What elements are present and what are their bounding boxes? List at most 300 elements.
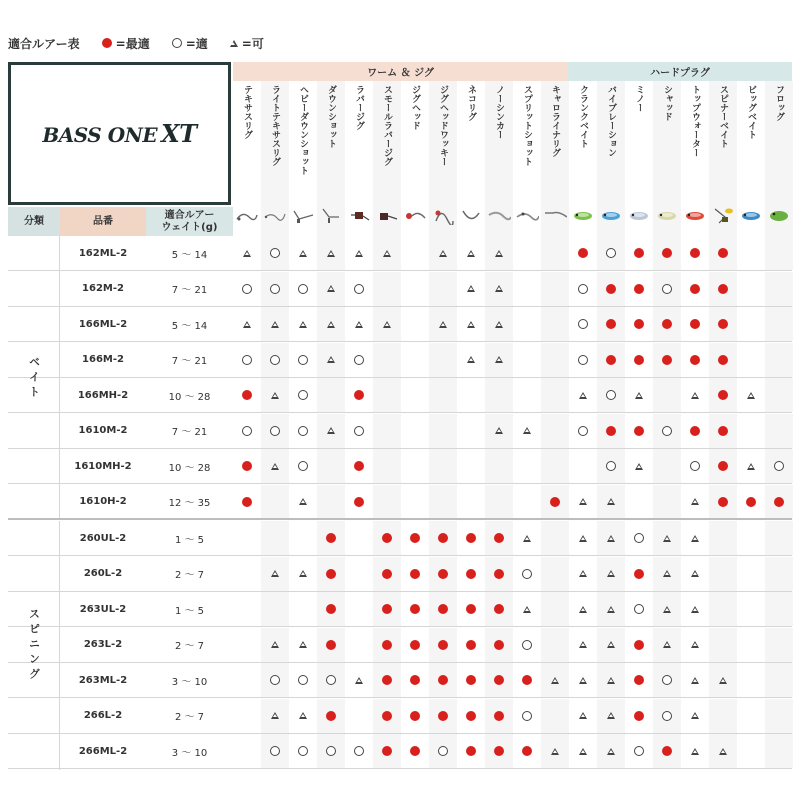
good-mark-icon [172, 38, 182, 48]
suitability-cell [345, 307, 373, 341]
suitability-cell [709, 414, 737, 448]
good-mark-icon [438, 746, 448, 756]
suitability-cell [345, 272, 373, 306]
spinnerbait-icon [711, 205, 735, 225]
lure-column-header [233, 81, 261, 236]
table-row [8, 734, 792, 769]
suitability-cell [457, 449, 485, 483]
best-mark-icon [242, 461, 252, 471]
suitability-cell [513, 592, 541, 626]
suitability-cell [513, 236, 541, 270]
suitability-cell [233, 272, 261, 306]
lure-name: ジグヘッドワッキー [438, 85, 448, 166]
table-row [8, 378, 792, 413]
best-mark-icon [690, 248, 700, 258]
model-number: 162ML-2 [78, 247, 128, 259]
best-mark-icon [466, 746, 476, 756]
suitability-cell [513, 414, 541, 448]
best-mark-icon [634, 640, 644, 650]
best-mark-icon [354, 461, 364, 471]
suitability-cell [289, 485, 317, 519]
suitability-cell [765, 628, 793, 662]
best-mark-icon [466, 711, 476, 721]
best-mark-icon [634, 284, 644, 294]
category-divider [8, 518, 792, 520]
suitability-cell [345, 557, 373, 591]
suitability-cell [345, 343, 373, 377]
suitability-cell [429, 663, 457, 697]
suitability-cell [681, 557, 709, 591]
ok-mark-icon [579, 606, 587, 613]
suitability-cell [345, 485, 373, 519]
lure-column-header [373, 81, 401, 236]
lure-name: シャッド [662, 85, 672, 121]
lure-weight-range: 1 〜 5 [174, 605, 205, 617]
best-mark-icon [690, 426, 700, 436]
suitability-cell [261, 307, 289, 341]
good-mark-icon [242, 284, 252, 294]
suitability-cell [709, 592, 737, 626]
lure-name: ネコリグ [466, 85, 476, 121]
ok-mark-icon [523, 427, 531, 434]
best-mark-icon [494, 604, 504, 614]
suitability-cell [541, 628, 569, 662]
lure-name: テキサスリグ [242, 85, 252, 139]
suitability-cell [457, 628, 485, 662]
ok-mark-icon [719, 677, 727, 684]
ok-mark-icon [579, 570, 587, 577]
suitability-cell [765, 557, 793, 591]
best-mark-icon [382, 569, 392, 579]
logo-main: BASS ONE [42, 123, 158, 147]
big-bait-icon [739, 205, 763, 225]
lure-weight-range: 3 〜 10 [171, 676, 208, 688]
lure-name: ミノー [634, 85, 644, 112]
ok-mark-icon [439, 321, 447, 328]
suitability-cell [317, 699, 345, 733]
suitability-cell [737, 592, 765, 626]
suitability-cell [317, 414, 345, 448]
good-mark-icon [270, 675, 280, 685]
suitability-cell [653, 734, 681, 768]
ok-mark-icon [327, 250, 335, 257]
suitability-cell [709, 699, 737, 733]
ok-mark-icon [691, 641, 699, 648]
suitability-cell [681, 449, 709, 483]
suitability-cell [765, 699, 793, 733]
ok-mark-icon [607, 641, 615, 648]
suitability-cell [261, 236, 289, 270]
good-mark-icon [270, 355, 280, 365]
suitability-cell [373, 236, 401, 270]
lure-weight-range: 12 〜 35 [168, 498, 211, 509]
good-mark-icon [662, 284, 672, 294]
suitability-cell [317, 485, 345, 519]
suitability-cell [317, 236, 345, 270]
suitability-cell [541, 272, 569, 306]
suitability-cell [681, 343, 709, 377]
lure-column-header [457, 81, 485, 236]
suitability-cell [569, 663, 597, 697]
suitability-cell [289, 663, 317, 697]
best-mark-icon [718, 319, 728, 329]
suitability-cell [289, 272, 317, 306]
ok-mark-icon [383, 250, 391, 257]
best-mark-icon [718, 497, 728, 507]
suitability-cell [233, 734, 261, 768]
suitability-cell [681, 414, 709, 448]
lure-column-header [569, 81, 597, 236]
suitability-cell [541, 663, 569, 697]
ok-mark-icon [607, 712, 615, 719]
best-mark-icon [382, 746, 392, 756]
heavy-downshot-icon [291, 205, 315, 225]
ok-mark-icon [495, 321, 503, 328]
lure-weight-range: 7 〜 21 [171, 356, 208, 367]
best-mark-icon [662, 355, 672, 365]
model-number: 1610H-2 [79, 496, 127, 507]
table-row [8, 343, 792, 378]
suitability-cell [317, 343, 345, 377]
best-mark-icon [718, 248, 728, 258]
ok-mark-icon [495, 356, 503, 363]
best-mark-icon [494, 675, 504, 685]
suitability-cell [625, 592, 653, 626]
suitability-cell [429, 343, 457, 377]
suitability-cell [625, 485, 653, 519]
best-mark-icon [718, 284, 728, 294]
best-mark-icon [606, 284, 616, 294]
suitability-cell [289, 343, 317, 377]
ok-mark-icon [271, 321, 279, 328]
suitability-cell [289, 699, 317, 733]
suitability-cell [485, 628, 513, 662]
suitability-cell [485, 449, 513, 483]
best-mark-icon [690, 319, 700, 329]
suitability-cell [765, 236, 793, 270]
suitability-cell [709, 449, 737, 483]
suitability-cell [457, 699, 485, 733]
suitability-cell [709, 628, 737, 662]
suitability-cell [765, 307, 793, 341]
suitability-cell [681, 236, 709, 270]
table-row [8, 236, 792, 271]
suitability-cell [765, 521, 793, 555]
suitability-cell [625, 699, 653, 733]
suitability-cell [681, 663, 709, 697]
best-mark-icon [494, 569, 504, 579]
lure-name: ダウンショット [326, 85, 336, 148]
lure-column-header [485, 81, 513, 236]
suitability-cell [597, 272, 625, 306]
suitability-cell [681, 592, 709, 626]
best-mark-icon [438, 569, 448, 579]
neko-rig-icon [459, 205, 483, 225]
best-mark-icon [354, 390, 364, 400]
best-mark-icon [690, 284, 700, 294]
suitability-cell [261, 485, 289, 519]
suitability-cell [513, 699, 541, 733]
suitability-cell [569, 557, 597, 591]
suitability-cell [261, 521, 289, 555]
suitability-cell [289, 557, 317, 591]
suitability-cell [429, 734, 457, 768]
best-mark-icon [774, 497, 784, 507]
suitability-cell [569, 414, 597, 448]
suitability-cell [345, 663, 373, 697]
suitability-cell [289, 449, 317, 483]
suitability-cell [401, 628, 429, 662]
suitability-cell [485, 485, 513, 519]
suitability-cell [457, 485, 485, 519]
suitability-cell [681, 628, 709, 662]
table-row [8, 592, 792, 627]
lure-name: スモールラバージグ [382, 85, 392, 166]
suitability-cell [569, 449, 597, 483]
suitability-cell [429, 414, 457, 448]
lure-column-header [317, 81, 345, 236]
suitability-cell [289, 236, 317, 270]
suitability-cell [373, 734, 401, 768]
suitability-cell [597, 521, 625, 555]
lure-column-header [709, 81, 737, 236]
lure-weight-range: 1 〜 5 [174, 534, 205, 546]
vibration-icon [599, 205, 623, 225]
model-number: 263ML-2 [78, 674, 128, 686]
legend-best: =最適 [115, 36, 150, 51]
best-mark-icon [354, 497, 364, 507]
model-number: 166ML-2 [78, 318, 128, 330]
suitability-cell [261, 699, 289, 733]
suitability-cell [653, 414, 681, 448]
suitability-cell [569, 307, 597, 341]
best-mark-icon [382, 640, 392, 650]
suitability-cell [401, 557, 429, 591]
ok-mark-icon [635, 392, 643, 399]
suitability-cell [709, 307, 737, 341]
suitability-cell [569, 521, 597, 555]
suitability-cell [457, 343, 485, 377]
good-mark-icon [298, 284, 308, 294]
model-number: 166M-2 [82, 354, 124, 365]
best-mark-icon [662, 319, 672, 329]
best-mark-icon [634, 248, 644, 258]
lure-weight-range: 5 〜 14 [171, 320, 208, 332]
suitability-cell [457, 734, 485, 768]
suitability-cell [401, 521, 429, 555]
suitability-cell [737, 236, 765, 270]
category-label: スピニング [8, 521, 60, 770]
ok-mark-icon [607, 677, 615, 684]
table-row [8, 628, 792, 663]
ok-mark-icon [691, 712, 699, 719]
suitability-cell [233, 592, 261, 626]
good-mark-icon [298, 746, 308, 756]
lure-name: バイブレーション [606, 85, 616, 157]
good-mark-icon [298, 461, 308, 471]
ok-mark-icon [327, 285, 335, 292]
suitability-cell [373, 521, 401, 555]
suitability-cell [317, 449, 345, 483]
suitability-cell [653, 378, 681, 412]
suitability-cell [625, 272, 653, 306]
good-mark-icon [354, 284, 364, 294]
suitability-cell [709, 272, 737, 306]
best-mark-icon [662, 746, 672, 756]
lure-column-header [261, 81, 289, 236]
suitability-cell [485, 663, 513, 697]
table-row [8, 521, 792, 556]
lure-name: ライトテキサスリグ [270, 85, 280, 166]
suitability-cell [261, 734, 289, 768]
suitability-cell [401, 734, 429, 768]
best-mark-icon [410, 569, 420, 579]
suitability-cell [429, 272, 457, 306]
suitability-cell [597, 734, 625, 768]
rubber-jig-icon [347, 205, 371, 225]
best-mark-icon [466, 640, 476, 650]
legend [8, 34, 268, 52]
ok-mark-icon [747, 392, 755, 399]
suitability-cell [541, 521, 569, 555]
best-mark-icon [242, 390, 252, 400]
ok-mark-icon [271, 392, 279, 399]
suitability-cell [541, 307, 569, 341]
header-model: 品番 [60, 207, 146, 236]
best-mark-icon [382, 711, 392, 721]
suitability-cell [485, 378, 513, 412]
suitability-cell [513, 663, 541, 697]
ok-mark-icon [327, 427, 335, 434]
best-mark-icon [662, 248, 672, 258]
best-mark-icon [494, 640, 504, 650]
suitability-cell [681, 734, 709, 768]
category-label: ベイト [8, 236, 60, 520]
good-mark-icon [298, 355, 308, 365]
suitability-cell [681, 699, 709, 733]
best-mark-icon [718, 461, 728, 471]
ok-mark-icon [691, 748, 699, 755]
best-mark-icon [522, 675, 532, 685]
ok-mark-icon [355, 677, 363, 684]
good-mark-icon [354, 355, 364, 365]
suitability-cell [513, 557, 541, 591]
suitability-cell [289, 521, 317, 555]
model-number: 266ML-2 [78, 745, 128, 757]
suitability-cell [765, 449, 793, 483]
suitability-cell [737, 557, 765, 591]
best-mark-icon [410, 533, 420, 543]
best-mark-icon [634, 355, 644, 365]
suitability-cell [569, 699, 597, 733]
suitability-cell [597, 449, 625, 483]
lure-weight-range: 3 〜 10 [171, 747, 208, 759]
best-mark-icon [102, 38, 112, 48]
ok-mark-icon [551, 748, 559, 755]
best-mark-icon [634, 675, 644, 685]
suitability-cell [625, 628, 653, 662]
ok-mark-icon [579, 641, 587, 648]
best-mark-icon [326, 711, 336, 721]
best-mark-icon [382, 675, 392, 685]
ok-mark-icon [299, 712, 307, 719]
good-mark-icon [606, 461, 616, 471]
lure-column-header [765, 81, 793, 236]
best-mark-icon [718, 426, 728, 436]
suitability-cell [429, 557, 457, 591]
ok-mark-icon [495, 427, 503, 434]
model-number: 260L-2 [83, 568, 123, 579]
best-mark-icon [438, 711, 448, 721]
suitability-cell [429, 628, 457, 662]
downshot-icon [319, 205, 343, 225]
suitability-cell [681, 485, 709, 519]
ok-mark-icon [579, 392, 587, 399]
best-mark-icon [494, 746, 504, 756]
suitability-cell [737, 699, 765, 733]
suitability-cell [625, 557, 653, 591]
ok-mark-icon [467, 250, 475, 257]
good-mark-icon [578, 284, 588, 294]
ok-mark-icon [663, 535, 671, 542]
suitability-cell [429, 378, 457, 412]
best-mark-icon [410, 746, 420, 756]
lure-column-header [737, 81, 765, 236]
suitability-cell [457, 307, 485, 341]
ok-mark-icon [271, 570, 279, 577]
suitability-cell [373, 307, 401, 341]
good-mark-icon [578, 355, 588, 365]
suitability-cell [401, 414, 429, 448]
suitability-cell [765, 592, 793, 626]
lure-column-header [513, 81, 541, 236]
suitability-cell [653, 699, 681, 733]
table-row [8, 414, 792, 449]
suitability-cell [401, 663, 429, 697]
best-mark-icon [410, 640, 420, 650]
logo-text [42, 119, 196, 148]
suitability-cell [429, 485, 457, 519]
lure-weight-range: 7 〜 21 [171, 427, 208, 438]
brand-logo [8, 62, 231, 205]
suitability-cell [457, 414, 485, 448]
model-number: 263L-2 [83, 639, 123, 650]
suitability-cell [597, 628, 625, 662]
table-row [8, 272, 792, 307]
best-mark-icon [690, 355, 700, 365]
ok-mark-icon [607, 498, 615, 505]
suitability-cell [289, 414, 317, 448]
ok-mark-icon [299, 498, 307, 505]
suitability-cell [541, 557, 569, 591]
model-number: 260UL-2 [79, 532, 127, 544]
suitability-cell [429, 307, 457, 341]
suitability-cell [485, 414, 513, 448]
suitability-cell [233, 414, 261, 448]
best-mark-icon [410, 711, 420, 721]
suitability-cell [709, 236, 737, 270]
table-row [8, 663, 792, 698]
suitability-cell [485, 699, 513, 733]
best-mark-icon [438, 604, 448, 614]
good-mark-icon [662, 711, 672, 721]
header-weight-line2: ウェイト(g) [161, 221, 218, 233]
suitability-cell [261, 378, 289, 412]
best-mark-icon [438, 533, 448, 543]
lure-column-header [625, 81, 653, 236]
suitability-cell [569, 272, 597, 306]
suitability-cell [429, 236, 457, 270]
